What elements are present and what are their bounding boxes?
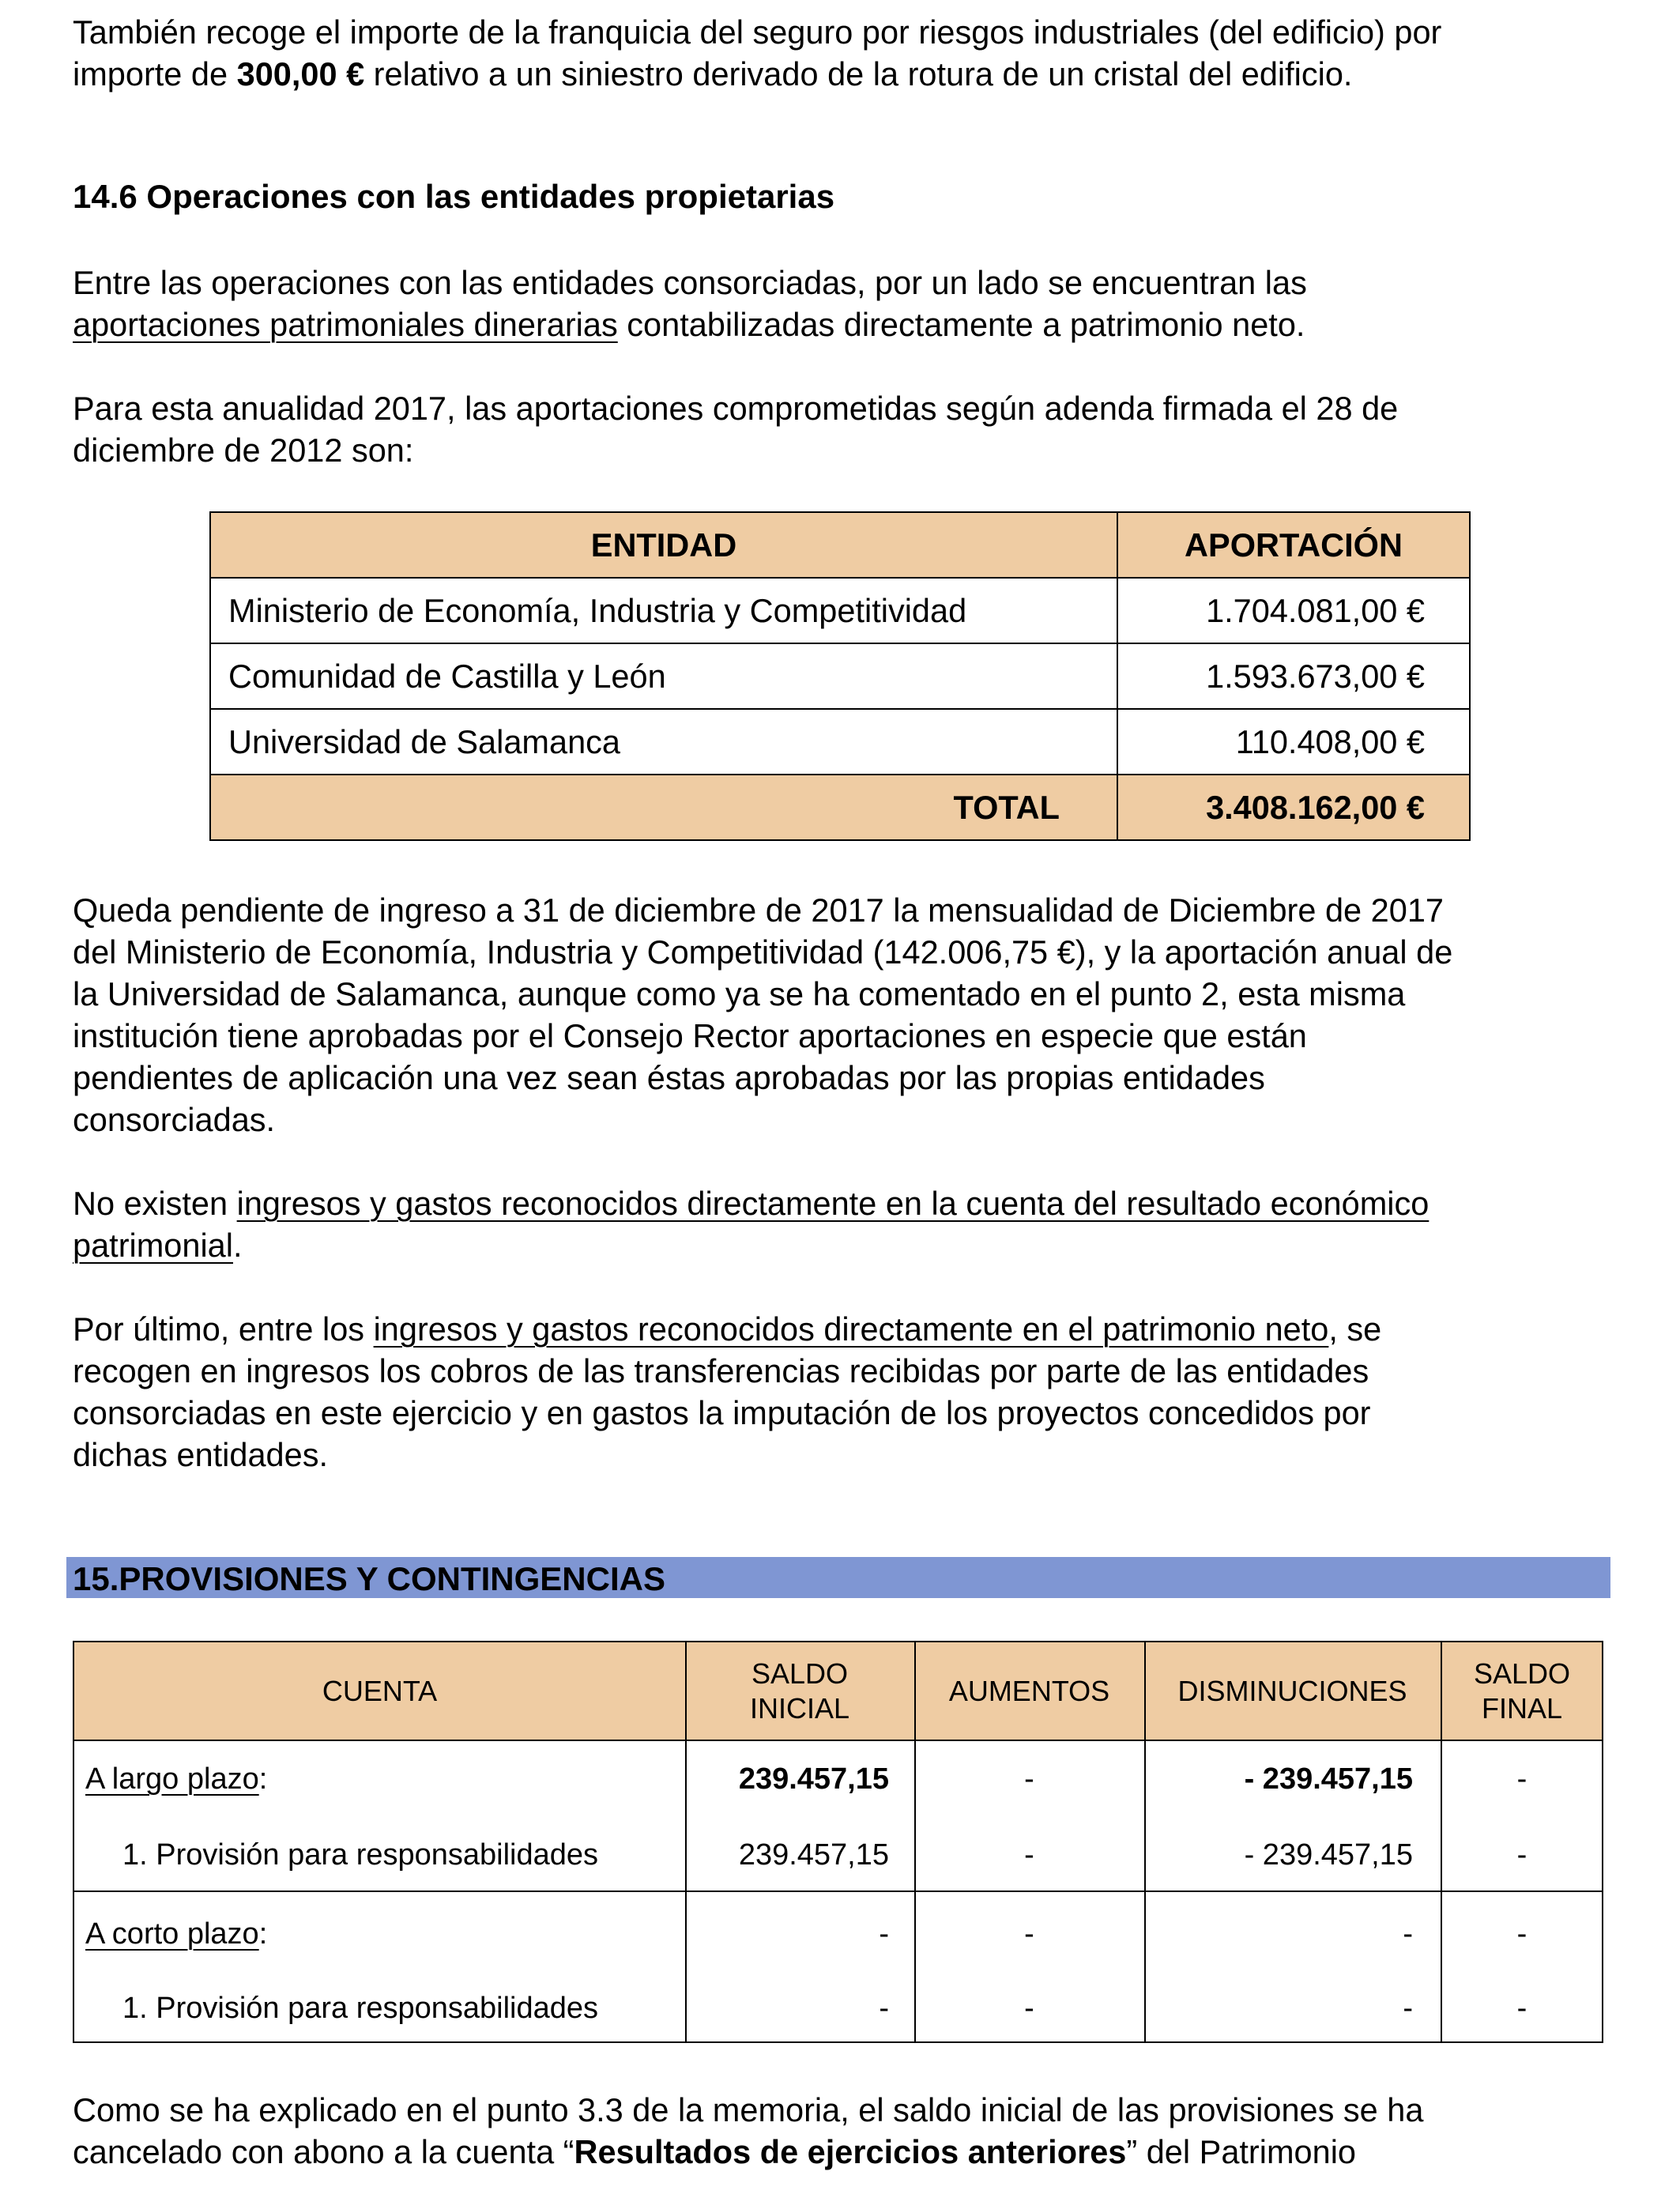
pendiente-line-3: la Universidad de Salamanca, aunque como ya se ha comentado en el punto 2, esta misma — [73, 975, 1406, 1012]
largo-item-saldo-inicial: 239.457,15 — [738, 1838, 889, 1872]
no-existen-line-2 — [73, 1224, 1607, 1266]
largo-item-disminuciones: - 239.457,15 — [1244, 1838, 1413, 1872]
por-ultimo-line-2: recogen en ingresos los cobros de las transferencias recibidas por parte de las entidades — [73, 1352, 1369, 1389]
link-ingresos-gastos-patrimonio[interactable]: ingresos y gastos reconocidos directamente en el patrimonio neto — [373, 1310, 1329, 1348]
no-existen-line-1 — [73, 1182, 1607, 1224]
corto-aumentos: - — [1024, 1917, 1034, 1951]
label-largo-plazo — [85, 1761, 267, 1797]
pendiente-line-5: pendientes de aplicación una vez sean éstas aprobadas por las propias entidades — [73, 1059, 1265, 1096]
corto-item-saldo-final: - — [1516, 1992, 1527, 2025]
header-entidad: ENTIDAD — [210, 512, 1117, 578]
por-ultimo-line-1 — [73, 1308, 1607, 1350]
intro-line-2 — [73, 53, 1607, 95]
por-ultimo-text: Por último, entre los — [73, 1310, 374, 1348]
table-row — [210, 578, 1470, 643]
corto-item-label: 1. Provisión para responsabilidades — [122, 1992, 599, 2025]
final-text: cancelado con abono a la cuenta “ — [73, 2133, 574, 2170]
link-aportaciones[interactable]: aportaciones patrimoniales dinerarias — [73, 306, 618, 343]
largo-disminuciones: - 239.457,15 — [1244, 1762, 1413, 1796]
header-disminuciones: DISMINUCIONES — [1177, 1674, 1407, 1707]
pendiente-line-4: institución tiene aprobadas por el Consejo Rector aportaciones en especie que están — [73, 1017, 1307, 1054]
largo-plazo-colon: : — [258, 1762, 268, 1796]
table-row — [210, 709, 1470, 775]
por-ultimo-line-4: dichas entidades. — [73, 1436, 329, 1473]
final-line-2 — [73, 2131, 1607, 2173]
header-saldo-inicial — [685, 1642, 914, 1740]
no-existen-period: . — [232, 1227, 243, 1264]
corto-disminuciones: - — [1403, 1917, 1413, 1951]
final-account-name: Resultados de ejercicios anteriores — [574, 2133, 1127, 2170]
label-corto-plazo — [85, 1916, 267, 1952]
intro-line-1: También recoge el importe de la franquicia del seguro por riesgos industriales (del edificio) por — [73, 13, 1442, 51]
entidad-cell: Universidad de Salamanca — [210, 709, 1117, 775]
total-label: TOTAL — [210, 775, 1117, 840]
intro-text-rest: relativo a un siniestro derivado de la rotura de un cristal del edificio. — [364, 55, 1353, 92]
link-ingresos-gastos-resultado[interactable]: ingresos y gastos reconocidos directamente en la cuenta del resultado económico — [236, 1185, 1430, 1222]
header-aumentos: AUMENTOS — [948, 1674, 1110, 1707]
link-patrimonial[interactable]: patrimonial — [73, 1227, 233, 1264]
header-aportacion: APORTACIÓN — [1117, 512, 1470, 578]
corto-saldo-inicial: - — [879, 1917, 889, 1951]
largo-saldo-final: - — [1516, 1762, 1527, 1796]
header-saldo-final-line-2: FINAL — [1481, 1691, 1562, 1725]
por-ultimo-line-3: consorciadas en este ejercicio y en gastos la imputación de los proyectos concedidos por — [73, 1394, 1371, 1431]
aportacion-cell: 110.408,00 € — [1117, 709, 1470, 775]
no-existen-text: No existen — [73, 1185, 237, 1222]
entidad-cell: Comunidad de Castilla y León — [210, 643, 1117, 709]
final-line-1: Como se ha explicado en el punto 3.3 de la memoria, el saldo inicial de las provisiones se ha — [73, 2091, 1424, 2128]
largo-saldo-inicial: 239.457,15 — [738, 1762, 889, 1796]
header-cuenta: CUENTA — [322, 1674, 438, 1707]
header-saldo-final-line-1: SALDO — [1473, 1657, 1571, 1690]
intro-text: importe de — [73, 55, 237, 92]
entidad-cell: Ministerio de Economía, Industria y Competitividad — [210, 578, 1117, 643]
por-ultimo-text-rest: , se — [1328, 1310, 1382, 1348]
para1-line-2 — [73, 303, 1607, 345]
corto-item-disminuciones: - — [1403, 1992, 1413, 2025]
largo-aumentos: - — [1024, 1762, 1034, 1796]
aportacion-cell: 1.593.673,00 € — [1117, 643, 1470, 709]
final-text-rest: ” del Patrimonio — [1126, 2133, 1356, 2170]
header-saldo-final — [1441, 1642, 1603, 1740]
corto-item-saldo-inicial: - — [879, 1992, 889, 2025]
largo-plazo-text: A largo plazo — [85, 1762, 259, 1796]
header-saldo-inicial-text — [750, 1657, 849, 1726]
provisiones-table — [73, 1641, 1603, 2043]
para1-text: contabilizadas directamente a patrimonio neto. — [617, 306, 1305, 343]
table-row — [210, 643, 1470, 709]
corto-saldo-final: - — [1516, 1917, 1527, 1951]
para1-line-1: Entre las operaciones con las entidades consorciadas, por un lado se encuentran las — [73, 264, 1307, 301]
para2-line-1: Para esta anualidad 2017, las aportaciones comprometidas según adenda firmada el 28 de — [73, 390, 1399, 427]
corto-plazo-text: A corto plazo — [85, 1917, 259, 1951]
aportaciones-table — [209, 511, 1471, 841]
pendiente-line-6: consorciadas. — [73, 1101, 276, 1138]
largo-item-saldo-final: - — [1516, 1838, 1527, 1872]
corto-plazo-colon: : — [258, 1917, 268, 1951]
section-heading-15: 15.PROVISIONES Y CONTINGENCIAS — [66, 1557, 1610, 1598]
intro-amount: 300,00 € — [236, 55, 365, 92]
table-header-row — [210, 512, 1470, 578]
section-heading-14-6: 14.6 Operaciones con las entidades propietarias — [73, 178, 835, 215]
header-saldo-inicial-line-2: INICIAL — [749, 1691, 850, 1725]
largo-item-aumentos: - — [1024, 1838, 1034, 1872]
header-saldo-final-text — [1474, 1657, 1570, 1726]
pendiente-line-2: del Ministerio de Economía, Industria y Competitividad (142.006,75 €), y la aportación anual de — [73, 933, 1453, 971]
pendiente-line-1: Queda pendiente de ingreso a 31 de diciembre de 2017 la mensualidad de Diciembre de 2017 — [73, 892, 1444, 929]
largo-item-label: 1. Provisión para responsabilidades — [122, 1838, 599, 1872]
corto-item-aumentos: - — [1024, 1992, 1034, 2025]
total-row — [210, 775, 1470, 840]
aportacion-cell: 1.704.081,00 € — [1117, 578, 1470, 643]
total-value: 3.408.162,00 € — [1117, 775, 1470, 840]
header-saldo-inicial-line-1: SALDO — [751, 1657, 849, 1690]
row-divider — [74, 1891, 1602, 1892]
para2-line-2: diciembre de 2012 son: — [73, 432, 414, 469]
